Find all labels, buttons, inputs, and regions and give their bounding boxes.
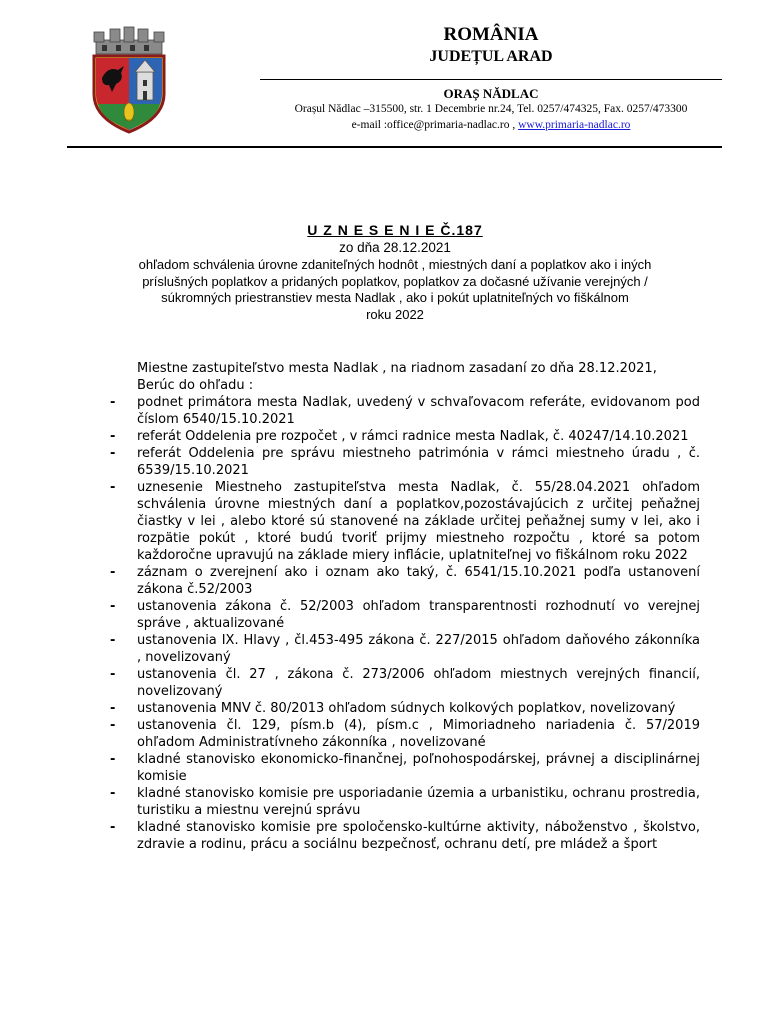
list-dash: - [110,599,116,614]
list-item: - referát Oddelenia pre rozpočet , v rámci radnice mesta Nadlak, č. 40247/14.10.2021 [110,429,689,444]
list-item: - ustanovenia čl. 129, písm.b (4), písm.c , Mimoriadneho nariadenia č. 57/2019 ohľadom Administratívneho zákonníka , novelizované [110,718,700,750]
body-intro: Miestne zastupiteľstvo mesta Nadlak , na riadnom zasadaní zo dňa 28.12.2021, [137,361,657,376]
list-dash: - [110,446,116,461]
list-dash: - [110,718,116,733]
list-dash: - [110,429,116,444]
subject-line: súkromných priestranstiev mesta Nadlak , ako i pokút uplatniteľných vo fiškálnom [161,290,629,305]
body-considering: Berúc do ohľadu : [137,378,254,393]
list-item: - referát Oddelenia pre správu miestneho patrimónia v rámci miestneho úradu , č. 6539/15.10.2021 [110,446,700,478]
subject-line: roku 2022 [366,306,424,322]
header-address: Orașul Nădlac –315500, str. 1 Decembrie nr.24, Tel. 0257/474325, Fax. 0257/473300 [294,103,688,115]
list-dash: - [110,667,116,682]
list-item: - uznesenie Miestneho zastupiteľstva mesta Nadlak, č. 55/28.04.2021 ohľadom schválenia úrovne miestných daní a poplatkov,pozostávajúcich z určitej peňažnej čiastky v lei , alebo ktoré sú stanovené na základe určitej peňažnej sumy v lei, ako i rozpätie pokút , ktoré budú tvoriť prijmy miestneho rozpočtu , ktoré sa potom každoročne upravujú na základe miery inflácie, uplatniteľnej vo fiškálnom roku 2022 [110,480,700,563]
list-item: - ustanovenia čl. 27 , zákona č. 273/2006 ohľadom miestnych verejných financií, novelizovaný [110,667,700,699]
letterhead-rule [67,146,722,148]
resolution-date: zo dňa 28.12.2021 [339,240,451,255]
header-city: ORAȘ NĂDLAC [443,86,539,101]
list-dash: - [110,633,116,648]
list-dash: - [110,565,116,580]
list-dash: - [110,786,116,801]
wheat-icon [124,103,134,121]
list-dash: - [110,701,116,716]
resolution-body [110,360,700,853]
header-contact [260,119,722,131]
header-website-link[interactable]: www.primaria-nadlac.ro [518,119,631,131]
list-dash: - [110,480,116,495]
considerations-list [110,394,700,853]
header-divider [260,79,722,80]
list-item: - kladné stanovisko ekonomicko-finančnej, poľnohospodárskej, právnej a disciplinárnej komisie [110,752,700,784]
header-country: ROMÂNIA [443,24,539,45]
list-dash: - [110,752,116,767]
list-item: - ustanovenia zákona č. 52/2003 ohľadom transparentnosti rozhodnutí vo verejnej správe , aktualizované [110,599,700,631]
list-item: - podnet primátora mesta Nadlak, uvedený v schvaľovacom referáte, evidovanom pod číslom 6540/15.10.2021 [110,395,700,427]
list-dash: - [110,395,116,410]
header-county: JUDEȚUL ARAD [429,48,553,65]
list-item: - ustanovenia MNV č. 80/2013 ohľadom súdnych kolkových poplatkov, novelizovaný [110,701,676,716]
list-item: - kladné stanovisko komisie pre usporiadanie územia a urbanistiku, ochranu prostredia, turistiku a miestnu verejnú správu [110,786,700,818]
list-item: - záznam o zverejnení ako i oznam ako taký, č. 6541/15.10.2021 podľa ustanovení zákona č.52/2003 [110,565,700,597]
resolution-subject [100,257,690,323]
coat-of-arms-icon [90,26,168,134]
list-item: - ustanovenia IX. Hlavy , čl.453-495 zákona č. 227/2015 ohľadom daňového zákonníka , novelizovaný [110,633,700,665]
subject-line: ohľadom schválenia úrovne zdaniteľných hodnôt , miestných daní a poplatkov ako i iných [138,257,652,272]
subject-line: príslušných poplatkov a pridaných poplatkov, poplatkov za dočasné užívanie verejných / [142,273,648,289]
list-dash: - [110,820,116,835]
header-email: e-mail :office@primaria-nadlac.ro , [351,119,516,131]
list-item: - kladné stanovisko komisie pre spoločensko-kultúrne aktivity, náboženstvo , školstvo, zdravie a rodinu, prácu a sociálnu bezpečnosť, ochranu detí, pre mládež a šport [110,820,700,852]
resolution-title: U Z N E S E N I E Č.187 [307,222,483,238]
